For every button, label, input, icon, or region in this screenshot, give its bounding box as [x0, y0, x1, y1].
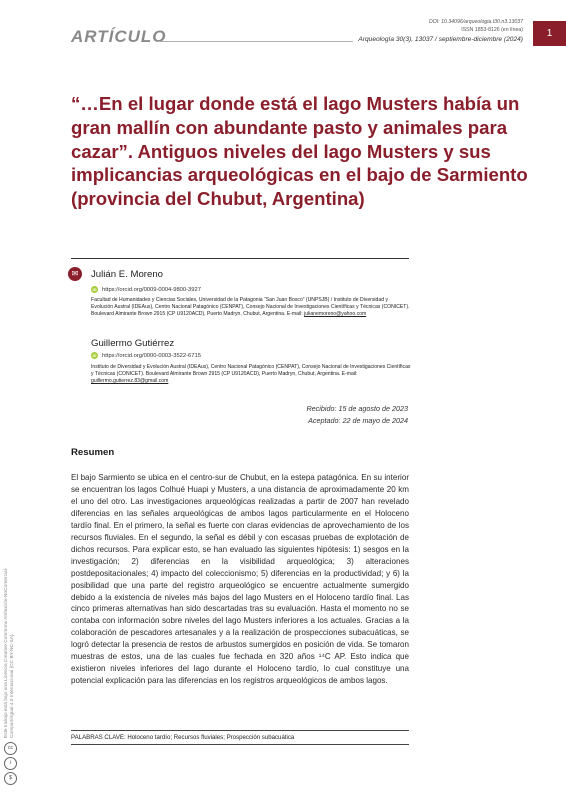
author-name-1: Julián E. Moreno: [91, 269, 163, 280]
header-divider: [158, 41, 353, 42]
affiliation-text-2: Instituto de Diversidad y Evolución Austral (IDEAus), Centro Nacional Patagónico (CENPAT), Consejo Nacional de Investigaciones Científicas y Técnicas (CONICET). Boulevard Almirante Brown 2915 (CP U9120ACD), Puerto Madryn, Chubut, Argentina. E-mail:: [91, 364, 411, 377]
keywords-bottom-rule: [71, 744, 409, 745]
author-affiliation-1: [91, 297, 411, 318]
corresponding-author-icon: ✉: [68, 267, 82, 281]
nc-icon: $: [4, 772, 17, 785]
keywords-top-rule: [71, 730, 409, 731]
page-number: 1: [546, 28, 553, 39]
abstract-heading: Resumen: [71, 447, 115, 458]
journal-citation: Arqueología 30(3), 13037 / septiembre-diciembre (2024): [358, 36, 523, 43]
author-affiliation-2: [91, 364, 411, 385]
page-number-badge: [533, 21, 566, 46]
email-link-1[interactable]: julianemoreno@yahoo.com: [304, 311, 367, 317]
keywords: PALABRAS CLAVE: Holoceno tardío; Recursos fluviales; Prospección subacuática: [71, 734, 295, 741]
abstract-body: El bajo Sarmiento se ubica en el centro-sur de Chubut, en la estepa patagónica. En su interior se encuentran los lagos Colhué Huapi y Musters, a una distancia de aproximadamente 20 km el uno del otro. Las investigaciones arqueológicas realizadas a partir de 2007 han revelado diferencias en las señales arqueológicas de ambos lagos particularmente en el Holoceno tardío final. En el primero, la señal es fuerte con claras evidencias de aprovechamiento de los recursos fluviales. En el segundo, la señal es débil y con escasas pruebas de explotación de dichos recursos. Para explicar esto, se han evaluado las siguientes hipótesis: 1) sesgos en la investigación; 2) diferencias en la visibilidad arqueológica; 3) alteraciones postdepositacionales; 4) impacto del coleccionismo; 5) diferencias en la productividad; y 6) la posibilidad que una parte del registro arqueológico se encuentre actualmente sumergido debido a la existencia de niveles más bajos del lago Musters en el Holoceno tardío final. Las cinco primeras alternativas han sido descartadas tras su evaluación. Hasta el momento no se contaba con información sobre niveles del lago Musters inferiores a los actuales. Gracias a la colaboración de pescadores artesanales y a la realización de prospecciones subacuáticas, se logró detectar la presencia de restos de arbustos sumergidos en posición de vida. Se tomaron muestras de estos, una de las cuales fue fechada en 320 años ¹⁴C AP. Esto indica que existieron niveles inferiores del lago durante el Holoceno tardío, lo cual constituye una potencial explicación para las diferencias en los registros arqueológicos de ambos lagos.: [71, 473, 409, 686]
license-notice: [4, 548, 44, 738]
license-text: Este trabajo está bajo una Licencia Creative Commons Atribución-NoComercial-CompartirIgual 4.0 Internacional (CC BY-NC-SA).: [4, 567, 16, 738]
orcid-link-1[interactable]: [91, 286, 201, 293]
orcid-url-2[interactable]: https://orcid.org/0000-0003-3522-6715: [102, 353, 201, 360]
affiliation-text-1: Facultad de Humanidades y Ciencias Sociales, Universidad de la Patagonia “San Juan Bosco” (UNPSJB) / Instituto de Diversidad y Evolución Austral (IDEAus), Centro Nacional Patagónico (CENPAT), Consejo Nacional de Investigaciones Científicas y Técnicas (CONICET). Boulevard Almirante Brown 2915 (CP U9120ACD), Puerto Madryn, Chubut, Argentina. E-mail:: [91, 297, 410, 317]
accepted-date: Aceptado: 22 de mayo de 2024: [308, 416, 408, 425]
doi-text[interactable]: DOI: 10.34096/arqueologia.t30.n3.13037: [428, 19, 523, 25]
orcid-link-2[interactable]: [91, 352, 201, 359]
orcid-icon: iD: [92, 287, 97, 292]
author-name-2: Guillermo Gutiérrez: [91, 338, 175, 349]
issn-text: ISSN 1853-8126 (en línea): [461, 27, 523, 33]
by-icon: i: [4, 757, 17, 770]
article-title: “…En el lugar donde está el lago Musters había un gran mallín con abundante pasto y animales para cazar”. Antiguos niveles del lago Musters y sus implicancias arqueológicas en el bajo de Sarmiento (provincia del Chubut, Argentina): [71, 93, 528, 210]
received-date: Recibido: 15 de agosto de 2023: [306, 404, 408, 413]
orcid-icon: iD: [92, 353, 97, 358]
email-link-2[interactable]: guillermo.gutierrez.83@gmail.com: [91, 378, 169, 384]
cc-license-badge[interactable]: [4, 742, 18, 787]
section-label: ARTÍCULO: [71, 27, 167, 46]
title-divider: [71, 258, 409, 259]
cc-icon: cc: [4, 742, 17, 755]
orcid-url-1[interactable]: https://orcid.org/0009-0004-9800-3927: [102, 287, 201, 294]
